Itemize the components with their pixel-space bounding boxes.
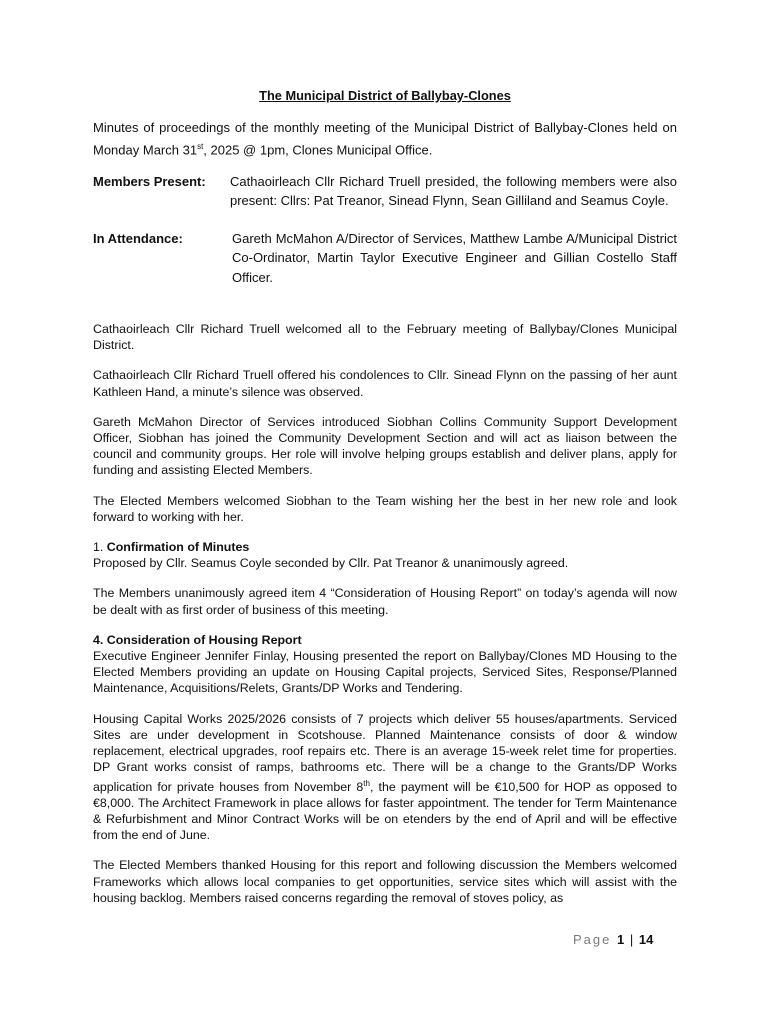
members-present-label: Members Present:	[93, 173, 206, 189]
paragraph-housing-capital-works	[93, 711, 677, 844]
section-4-text: Executive Engineer Jennifer Finlay, Housing presented the report on Ballybay/Clones MD Housing to the Elected Members providing an update on Housing Capital projects, Serviced Sites, Response/Planned Maintenance, Acquisitions/Relets, Grants/DP Works and Tendering.	[93, 649, 677, 696]
document-page	[93, 88, 677, 920]
members-present-row	[93, 172, 677, 211]
date-suffix: st	[197, 142, 204, 152]
section-1-number: 1.	[93, 540, 104, 555]
page-word: Page	[573, 932, 612, 947]
housing-works-text-b: , the payment will be €10,500 for HOP as opposed to €8,000. The Architect Framework in place allows for faster appointment. The tender for Term Maintenance & Refurbishment and Minor Contract Works will be on etenders by the end of April and will be effective from the end of June.	[93, 779, 677, 843]
section-housing-report	[93, 632, 677, 697]
members-present-value: Cathaoirleach Cllr Richard Truell presided, the following members were also present: Cllrs: Pat Treanor, Sinead Flynn, Sean Gilliland and Seamus Coyle.	[230, 173, 677, 209]
housing-works-text-a: Housing Capital Works 2025/2026 consists of 7 projects which deliver 55 houses/apartments. Serviced Sites are under development in Scotshouse. Planned Maintenance consists of door & window replacement, electrical upgrades, roof repairs etc. There is an average 15-week relet time for properties. DP Grant works consist of ramps, bathrooms etc. There will be a change to the Grants/DP Works application for private houses from November 8	[93, 711, 677, 794]
paragraph-members-thanked: The Elected Members thanked Housing for this report and following discussion the Members welcomed Frameworks which allows local companies to get opportunities, service sites which will assist with the housing backlog. Members raised concerns regarding the removal of stoves policy, as	[93, 858, 677, 905]
paragraph-introduction: Gareth McMahon Director of Services introduced Siobhan Collins Community Support Development Officer, Siobhan has joined the Community Development Section and will act as liaison between the council and community groups. Her role will involve helping groups establish and deliver plans, apply for funding and assisting Elected Members.	[93, 414, 677, 478]
intro-date: Monday March 31	[93, 142, 198, 158]
intro-paragraph	[93, 118, 677, 159]
document-title: The Municipal District of Ballybay-Clones	[259, 88, 511, 103]
section-1-heading	[93, 539, 677, 555]
section-1-title: Confirmation of Minutes	[103, 540, 250, 555]
in-attendance-row	[93, 229, 677, 288]
intro-line-1: Minutes of proceedings of the monthly meeting of the Municipal District of Ballybay-Clones held on	[93, 120, 677, 136]
in-attendance-value: Gareth McMahon A/Director of Services, Matthew Lambe A/Municipal District Co-Ordinator, Martin Taylor Executive Engineer and Gillian Costello Staff Officer.	[232, 230, 677, 285]
intro-line-2	[93, 137, 677, 159]
page-separator: |	[629, 932, 634, 947]
page-footer	[573, 932, 653, 948]
section-confirmation-of-minutes	[93, 539, 677, 571]
section-1-text: Proposed by Cllr. Seamus Coyle seconded by Cllr. Pat Treanor & unanimously agreed.	[93, 556, 569, 571]
paragraph-agenda-change: The Members unanimously agreed item 4 “Consideration of Housing Report” on today’s agenda will now be dealt with as first order of business of this meeting.	[93, 586, 677, 617]
in-attendance-label: In Attendance:	[93, 230, 183, 246]
section-4-heading: 4. Consideration of Housing Report	[93, 632, 302, 647]
paragraph-condolences: Cathaoirleach Cllr Richard Truell offered his condolences to Cllr. Sinead Flynn on the passing of her aunt Kathleen Hand, a minute’s silence was observed.	[93, 368, 677, 399]
paragraph-welcome-siobhan: The Elected Members welcomed Siobhan to the Team wishing her the best in her new role and look forward to working with her.	[93, 493, 677, 524]
paragraph-welcome: Cathaoirleach Cllr Richard Truell welcomed all to the February meeting of Ballybay/Clones Municipal District.	[93, 322, 677, 353]
intro-rest: , 2025 @ 1pm, Clones Municipal Office.	[203, 142, 433, 158]
total-pages: 14	[638, 932, 654, 947]
page-number: 1	[617, 932, 625, 947]
date-suffix-th: th	[363, 778, 370, 788]
